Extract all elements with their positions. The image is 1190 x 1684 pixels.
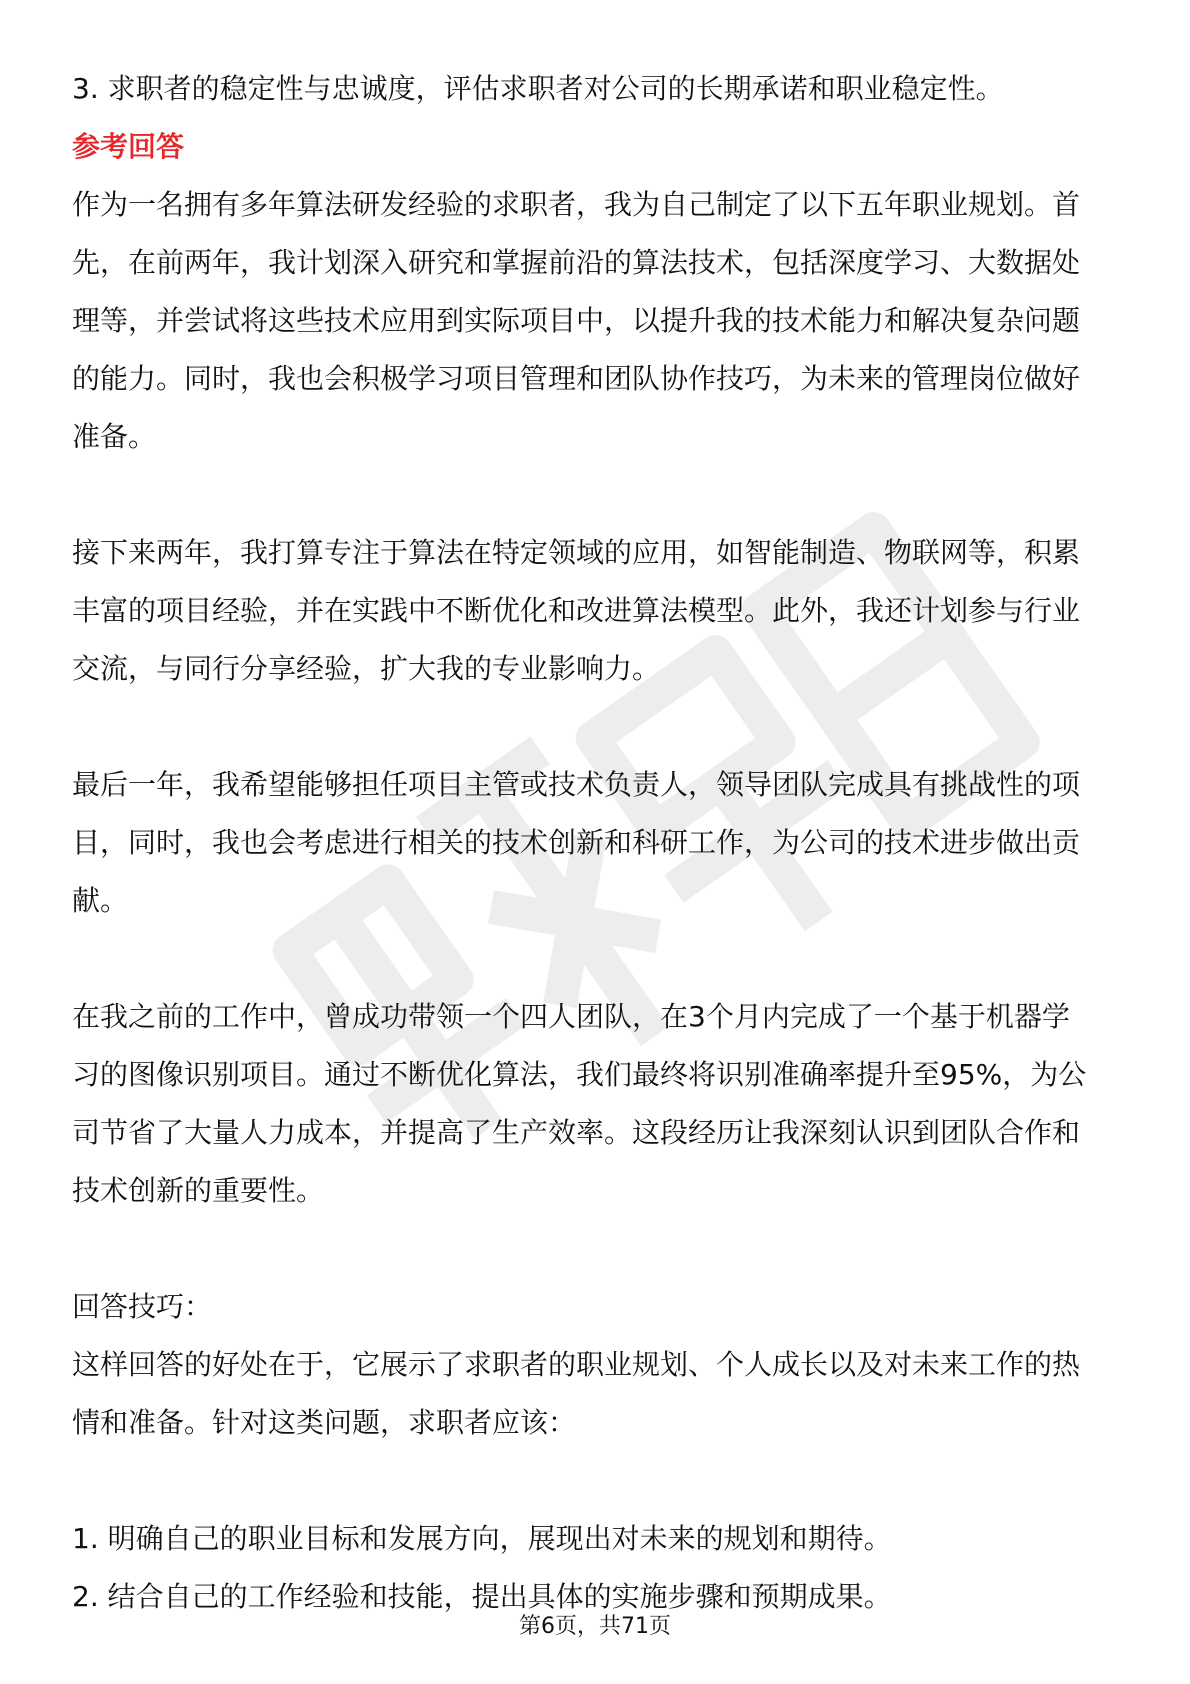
paragraph-line: 作为一名拥有多年算法研发经验的求职者，我为自己制定了以下五年职业规划。首 bbox=[72, 188, 1081, 221]
paragraph-line: 目，同时，我也会考虑进行相关的技术创新和科研工作，为公司的技术进步做出贡 bbox=[72, 826, 1081, 859]
paragraph-line: 最后一年，我希望能够担任项目主管或技术负责人，领导团队完成具有挑战性的项 bbox=[72, 768, 1081, 801]
paragraph-line: 这样回答的好处在于，它展示了求职者的职业规划、个人成长以及对未来工作的热 bbox=[72, 1348, 1081, 1381]
list-item: 2. 结合自己的工作经验和技能，提出具体的实施步骤和预期成果。 bbox=[72, 1580, 892, 1613]
paragraph-4 bbox=[72, 988, 1118, 1220]
paragraph-line: 献。 bbox=[72, 884, 129, 917]
paragraph-line: 情和准备。针对这类问题，求职者应该： bbox=[72, 1406, 577, 1439]
paragraph-3 bbox=[72, 756, 1118, 930]
tips-list bbox=[72, 1510, 1118, 1626]
paragraph-2 bbox=[72, 524, 1118, 698]
paragraph-spacer bbox=[72, 1452, 1118, 1510]
list-item-3: 3. 求职者的稳定性与忠诚度，评估求职者对公司的长期承诺和职业稳定性。 bbox=[72, 72, 1004, 105]
paragraph-spacer bbox=[72, 698, 1118, 756]
tips-title: 回答技巧： bbox=[72, 1290, 213, 1323]
paragraph-line: 准备。 bbox=[72, 420, 157, 453]
paragraph-line: 丰富的项目经验，并在实践中不断优化和改进算法模型。此外，我还计划参与行业 bbox=[72, 594, 1081, 627]
paragraph-1 bbox=[72, 176, 1118, 466]
paragraph-line: 理等，并尝试将这些技术应用到实际项目中，以提升我的技术能力和解决复杂问题 bbox=[72, 304, 1081, 337]
paragraph-spacer bbox=[72, 930, 1118, 988]
document-body bbox=[72, 60, 1118, 1626]
paragraph-line: 先，在前两年，我计划深入研究和掌握前沿的算法技术，包括深度学习、大数据处 bbox=[72, 246, 1081, 279]
paragraph-line: 司节省了大量人力成本，并提高了生产效率。这段经历让我深刻认识到团队合作和 bbox=[72, 1116, 1081, 1149]
paragraph-line: 习的图像识别项目。通过不断优化算法，我们最终将识别准确率提升至95%，为公 bbox=[72, 1058, 1087, 1091]
page-number-footer: 第6页，共71页 bbox=[519, 1614, 671, 1639]
paragraph-line: 交流，与同行分享经验，扩大我的专业影响力。 bbox=[72, 652, 661, 685]
paragraph-line: 接下来两年，我打算专注于算法在特定领域的应用，如智能制造、物联网等，积累 bbox=[72, 536, 1081, 569]
list-item: 1. 明确自己的职业目标和发展方向，展现出对未来的规划和期待。 bbox=[72, 1522, 892, 1555]
paragraph-line: 的能力。同时，我也会积极学习项目管理和团队协作技巧，为未来的管理岗位做好 bbox=[72, 362, 1081, 395]
paragraph-5 bbox=[72, 1336, 1118, 1452]
paragraph-spacer bbox=[72, 466, 1118, 524]
section-heading-reference-answer: 参考回答 bbox=[72, 130, 185, 163]
paragraph-line: 技术创新的重要性。 bbox=[72, 1174, 325, 1207]
paragraph-spacer bbox=[72, 1220, 1118, 1278]
paragraph-line: 在我之前的工作中，曾成功带领一个四人团队，在3个月内完成了一个基于机器学 bbox=[72, 1000, 1070, 1033]
